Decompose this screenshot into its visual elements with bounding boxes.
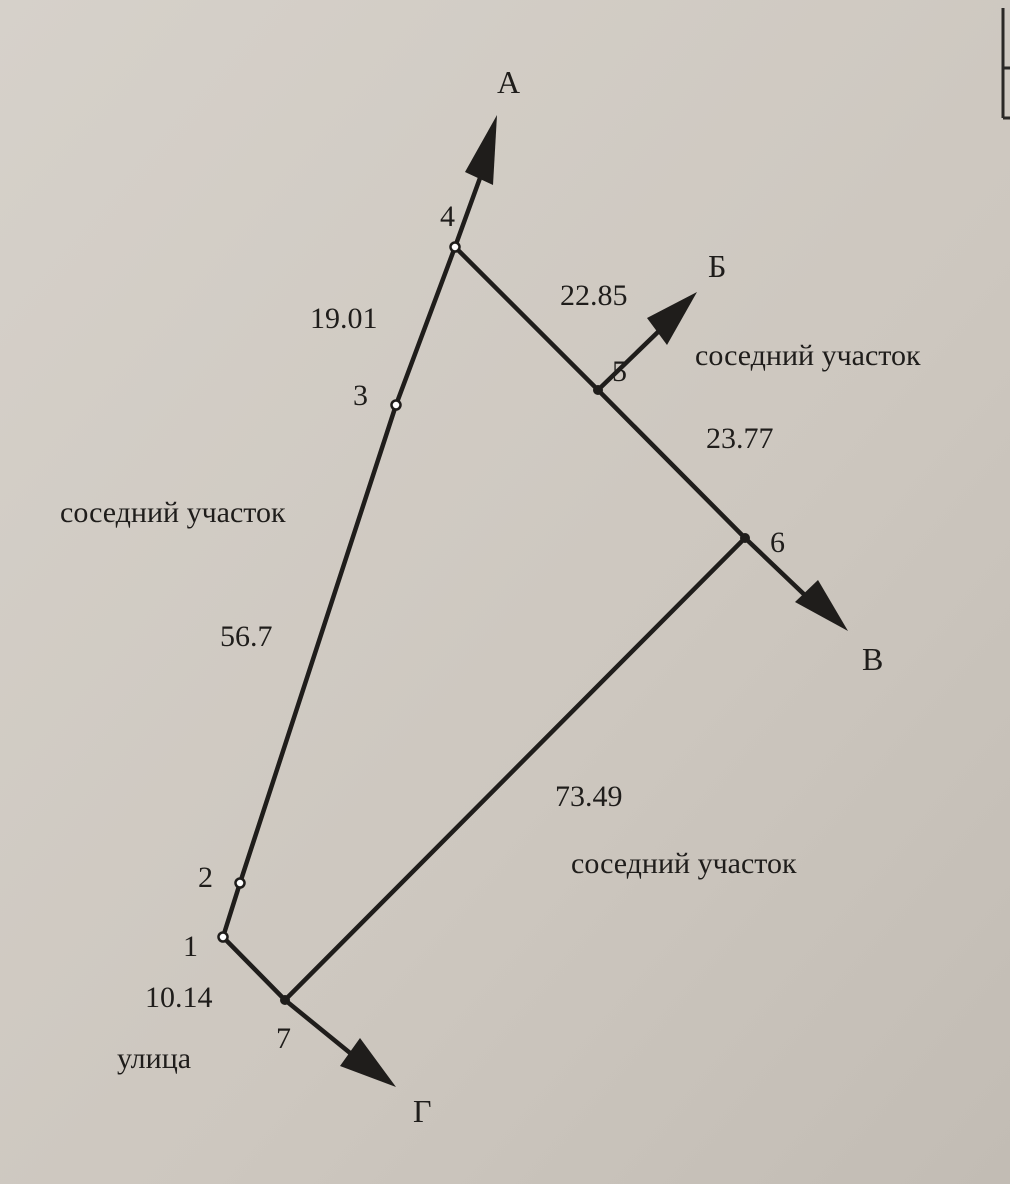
street-label: улица	[117, 1042, 192, 1075]
point-label-6: 6	[770, 526, 785, 559]
direction-label-V: В	[862, 641, 884, 677]
point-label-2: 2	[198, 861, 213, 894]
vertex-marker-6	[740, 533, 750, 543]
direction-label-G: Г	[413, 1093, 432, 1129]
length-6-7: 73.49	[555, 780, 623, 813]
vertex-marker-5	[593, 385, 603, 395]
neighbor-label-right-top: соседний участок	[695, 339, 921, 372]
point-label-4: 4	[440, 200, 455, 233]
neighbor-label-left: соседний участок	[60, 496, 286, 529]
point-label-7: 7	[276, 1022, 291, 1055]
length-3-2: 56.7	[220, 620, 273, 653]
vertex-marker-7	[280, 995, 290, 1005]
vertex-marker-3	[392, 401, 401, 410]
length-4-3: 19.01	[310, 302, 378, 335]
vertex-marker-2	[236, 879, 245, 888]
direction-label-A: А	[497, 64, 521, 100]
point-label-3: 3	[353, 379, 368, 412]
point-label-5: 5	[612, 355, 627, 388]
vertex-marker-4	[451, 243, 460, 252]
point-label-1: 1	[183, 930, 198, 963]
length-1-7: 10.14	[145, 981, 213, 1014]
direction-label-B: Б	[708, 248, 727, 284]
neighbor-label-bottom: соседний участок	[571, 847, 797, 880]
length-4-5: 22.85	[560, 279, 628, 312]
length-5-6: 23.77	[706, 422, 774, 455]
vertex-marker-1	[219, 933, 228, 942]
